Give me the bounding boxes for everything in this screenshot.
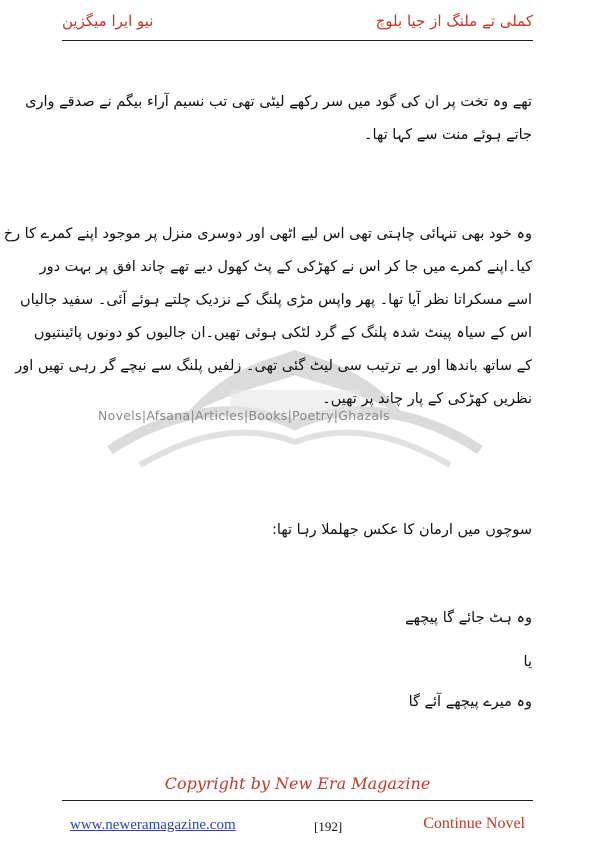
paragraph-3 (60, 522, 532, 538)
text-line: یا (523, 654, 532, 670)
text-line: سوچوں میں ارمان کا عکس جھلملا رہا تھا: (272, 522, 532, 538)
text-line: وہ میرے پیچھے آئے گا (408, 694, 532, 710)
continue-novel-link[interactable]: Continue Novel (423, 815, 525, 832)
copyright-notice: Copyright by New Era Magazine (164, 774, 431, 793)
header-magazine-title: نیو ایرا میگزین (62, 12, 154, 30)
header-novel-title: کملی تے ملنگ از جیا بلوچ (375, 12, 533, 30)
verse-line-1 (60, 610, 532, 626)
text-line: نظریں کھڑکی کے پار چاند پر تھیں۔ (322, 391, 532, 407)
text-line: کیا۔اپنے کمرے میں جا کر اس نے کھڑکی کے پٹ کھول دیے تھے چاند افق پر بہت دور (39, 259, 532, 275)
text-line: تھے وہ تخت پر ان کی گود میں سر رکھے لیٹی تھی تب نسیم آراء بیگم نے صدقے واری (25, 94, 532, 110)
text-line: وہ خود بھی تنہائی چاہتی تھی اس لیے اٹھی اور دوسری منزل پر موجود اپنے کمرے کا رخ (3, 226, 532, 242)
paragraph-2 (3, 218, 532, 416)
text-line: کے ساتھ باندھا اور بے ترتیب سی لیٹ گئی تھی۔ زلفیں پلنگ سے نیچے گر رہی تھیں اور (15, 358, 532, 374)
text-line: وہ ہٹ جائے گا پیچھے (405, 610, 532, 626)
verse-line-3 (60, 694, 532, 710)
website-link[interactable]: www.neweramagazine.com (70, 817, 236, 833)
text-line: اس کے سیاہ پینٹ شدہ پلنگ کے گرد لٹکی ہوئی تھیں۔ان جالیوں کو دونوں پائینتیوں (33, 325, 532, 341)
watermark-text: Novels|Afsana|Articles|Books|Poetry|Ghazals (98, 408, 390, 423)
page-footer (62, 800, 533, 841)
text-line: اسے مسکراتا نظر آیا تھا۔ پھر واپس مڑی پلنگ کے نزدیک چلتے ہوئے آئی۔ سفید جالیاں (19, 292, 532, 308)
paragraph-1 (25, 86, 532, 152)
text-line: جاتے ہوئے منت سے کہا تھا۔ (364, 127, 532, 143)
verse-line-2 (60, 654, 532, 670)
page-number: [192] (314, 819, 343, 834)
page-header (62, 0, 533, 41)
